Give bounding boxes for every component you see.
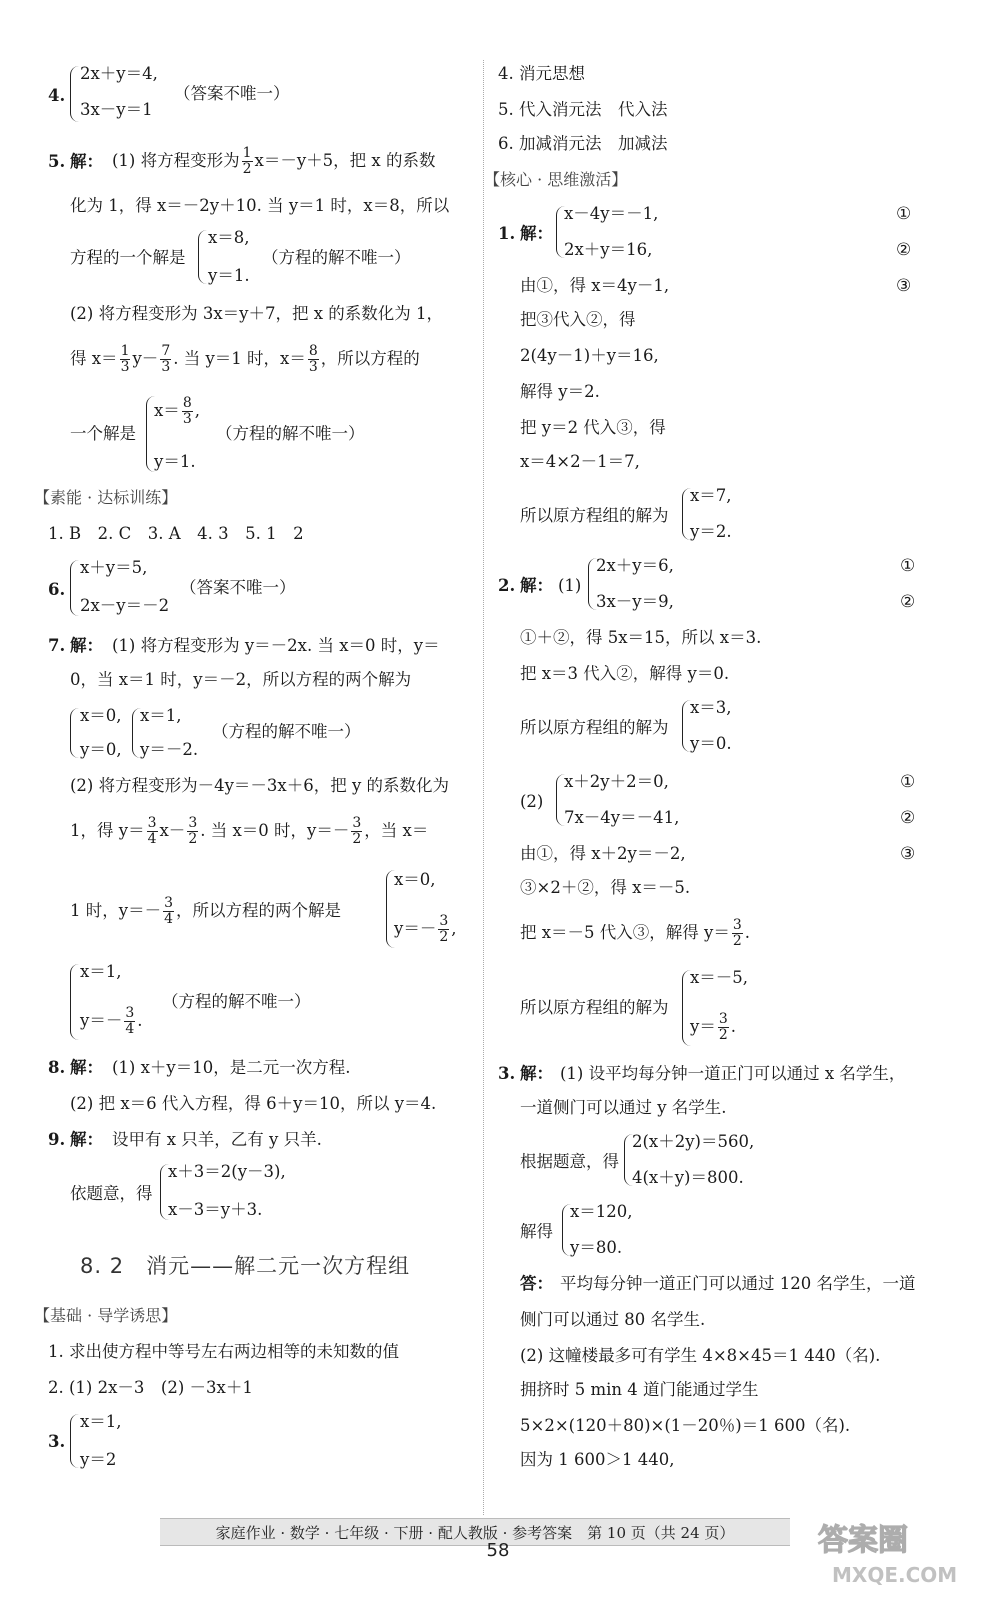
denominator: 2: [439, 929, 449, 945]
p3-jie: 解：: [520, 1064, 553, 1083]
q8-line1: (1) x＋y＝10，是二元一次方程.: [112, 1058, 351, 1077]
text: 1 时，y＝－: [70, 901, 162, 920]
q9-number: 9.: [48, 1130, 66, 1149]
basic-answer-2: 2. (1) 2x－3 (2) －3x＋1: [48, 1378, 253, 1397]
section-header: 【核心 · 思维激活】: [484, 170, 628, 189]
p2-line1: ①＋②，得 5x＝15，所以 x＝3.: [520, 628, 762, 647]
denominator: 3: [308, 359, 318, 375]
watermark-bottom-text: MXQE.COM: [832, 1563, 958, 1587]
q6-number: 6.: [48, 580, 66, 599]
q5-line6: 一个解是: [70, 424, 136, 443]
p3-sol-y: y＝80.: [570, 1238, 623, 1257]
q5-sol-y: y＝1.: [208, 266, 250, 285]
p3-line5: 平均每分钟一道正门可以通过 120 名学生，一道: [560, 1274, 916, 1293]
p1-number: 1.: [498, 224, 516, 243]
circled-2: ②: [896, 240, 912, 260]
p3-line10: 因为 1 600＞1 440,: [520, 1450, 675, 1469]
basic-q3-y: y＝2: [80, 1450, 117, 1469]
q7-number: 7.: [48, 636, 66, 655]
text: ，当 x＝: [364, 821, 429, 840]
p1-line1: 由①，得 x＝4y－1,: [520, 276, 670, 295]
q5-sol2-x: [154, 392, 200, 430]
fraction: [160, 344, 171, 375]
brace: [70, 560, 80, 616]
p3-number: 3.: [498, 1064, 516, 1083]
p1-sol-y: y＝2.: [690, 522, 732, 541]
text: . 当 x＝0 时，y＝－: [200, 821, 350, 840]
p3-line7: (2) 这幢楼最多可有学生 4×8×45＝1 440（名).: [520, 1346, 881, 1365]
fraction: [124, 1006, 135, 1037]
q9-line2: 依题意，得: [70, 1184, 153, 1203]
q4-note: （答案不唯一）: [174, 84, 290, 103]
section-title: 8. 2 消元——解二元一次方程组: [80, 1254, 411, 1278]
p2-line6: [520, 914, 750, 952]
circled-3: ③: [900, 844, 916, 864]
q4-number: 4.: [48, 86, 66, 105]
p1-line5: 把 y＝2 代入③，得: [520, 418, 666, 437]
fraction: [163, 896, 174, 927]
basic-q3-x: x＝1,: [80, 1412, 122, 1431]
p2-sol-y: y＝0.: [690, 734, 732, 753]
p2-sol2-x: x＝－5,: [690, 968, 749, 987]
text: (1) 将方程变形为: [112, 151, 240, 170]
q7-jie: 解：: [70, 636, 103, 655]
q7-sol-c-x: x＝0,: [394, 870, 436, 889]
text: x＝－y＋5，把 x 的系数: [254, 151, 436, 170]
page-number: 58: [486, 1540, 510, 1561]
text: y＝: [690, 1017, 716, 1036]
q7-line1: (1) 将方程变形为 y＝－2x. 当 x＝0 时，y＝: [112, 636, 440, 655]
q7-line2: 0，当 x＝1 时，y＝－2，所以方程的两个解为: [70, 670, 412, 689]
text: ,: [451, 919, 457, 938]
denominator: 2: [188, 831, 198, 847]
text: .: [744, 923, 751, 942]
text: x－: [159, 821, 186, 840]
q9-eq1: x＋3＝2(y－3),: [168, 1162, 286, 1181]
fraction: [182, 396, 193, 427]
text: ,: [194, 401, 200, 420]
brace: [70, 708, 80, 758]
q7-sol-d-y: [80, 1002, 143, 1040]
numerator: 3: [164, 895, 173, 911]
q5-line4: (2) 将方程变形为 3x＝y＋7，把 x 的系数化为 1，: [70, 304, 444, 323]
brace: [70, 964, 80, 1040]
p1-line2: 把③代入②，得: [520, 310, 636, 329]
q9-eq2: x－3＝y＋3.: [168, 1200, 263, 1219]
numerator: 3: [439, 913, 449, 929]
watermark-graphic: [812, 1512, 972, 1592]
circled-1: ①: [900, 772, 916, 792]
q7-line4: [70, 812, 428, 850]
fraction: [187, 816, 198, 847]
watermark-top-text: 答案圈: [818, 1523, 908, 1558]
q5-note1: （方程的解不唯一）: [262, 248, 411, 267]
numerator: 3: [732, 917, 742, 933]
p2-eq2: 3x－y＝9,: [596, 592, 674, 611]
text: y＝－: [394, 919, 437, 938]
q9-jie: 解：: [70, 1130, 103, 1149]
p1-eq2: 2x＋y＝16,: [564, 240, 653, 259]
p2-part2: (2): [520, 792, 544, 811]
q7-sol-b-y: y＝－2.: [140, 740, 199, 759]
p2-line5: ③×2＋②，得 x＝－5.: [520, 878, 691, 897]
p2-line3: 所以原方程组的解为: [520, 718, 669, 737]
numerator: 8: [308, 343, 318, 359]
p3-eq1: 2(x＋2y)＝560,: [632, 1132, 755, 1151]
q5-jie: 解：: [70, 152, 103, 171]
numerator: 3: [352, 815, 362, 831]
right-answer-4: 4. 消元思想: [498, 64, 585, 83]
text: y＝－: [80, 1011, 123, 1030]
column-divider: [483, 60, 484, 1515]
text: .: [137, 1011, 143, 1030]
p3-line9: 5×2×(120＋80)×(1－20％)＝1 600（名).: [520, 1416, 851, 1435]
p2-sol2-y: [690, 1008, 736, 1046]
q7-note1: （方程的解不唯一）: [212, 722, 361, 741]
right-answer-6: 6. 加减消元法 加减法: [498, 134, 668, 153]
fraction: [438, 914, 449, 945]
p2-eq4: 7x－4y＝－41,: [564, 808, 680, 827]
q4-eq2: 3x－y＝1: [80, 100, 153, 119]
text: ，所以方程的: [320, 349, 420, 368]
basic-answer-1: 1. 求出使方程中等号左右两边相等的未知数的值: [48, 1342, 399, 1361]
circled-1: ①: [896, 204, 912, 224]
q5-line3: 方程的一个解是: [70, 248, 186, 267]
denominator: 2: [718, 1027, 728, 1043]
text: y－: [132, 349, 159, 368]
q7-sol-a-y: y＝0,: [80, 740, 122, 759]
p1-jie: 解：: [520, 224, 553, 243]
q5-sol2-y: y＝1.: [154, 452, 196, 471]
fraction: [147, 816, 158, 847]
circled-2: ②: [900, 592, 916, 612]
numerator: 7: [161, 343, 171, 359]
q5-line1: [112, 142, 435, 180]
numerator: 1: [120, 343, 130, 359]
p3-line2: 一道侧门可以通过 y 名学生.: [520, 1098, 727, 1117]
basic-q3-number: 3.: [48, 1432, 66, 1451]
p1-sol-x: x＝7,: [690, 486, 732, 505]
denominator: 3: [161, 359, 171, 375]
fraction: [242, 146, 253, 177]
denominator: 3: [120, 359, 130, 375]
p2-eq1: 2x＋y＝6,: [596, 556, 674, 575]
section-header: 【素能 · 达标训练】: [34, 488, 178, 507]
text: 把 x＝－5 代入③，解得 y＝: [520, 923, 730, 942]
p3-line4: 解得: [520, 1222, 553, 1241]
p2-line2: 把 x＝3 代入②，解得 y＝0.: [520, 664, 730, 683]
denominator: 2: [732, 933, 742, 949]
brace: [198, 230, 208, 284]
brace: [70, 66, 80, 122]
p3-line6: 侧门可以通过 80 名学生.: [520, 1310, 706, 1329]
p3-eq2: 4(x＋y)＝800.: [632, 1168, 744, 1187]
denominator: 4: [147, 831, 157, 847]
circled-1: ①: [900, 556, 916, 576]
q5-note2: （方程的解不唯一）: [216, 424, 365, 443]
text: 1，得 y＝: [70, 821, 145, 840]
answers-row: 1. B 2. C 3. A 4. 3 5. 1 2: [48, 524, 304, 543]
p3-line1: (1) 设平均每分钟一道正门可以通过 x 名学生，: [560, 1064, 906, 1083]
q7-line5: [70, 892, 341, 930]
q7-note2: （方程的解不唯一）: [162, 992, 311, 1011]
q6-eq2: 2x－y＝－2: [80, 596, 170, 615]
p1-line3: 2(4y－1)＋y＝16,: [520, 346, 659, 365]
p2-sol-x: x＝3,: [690, 698, 732, 717]
numerator: 3: [718, 1011, 728, 1027]
q7-sol-b-x: x＝1,: [140, 706, 182, 725]
q8-jie: 解：: [70, 1058, 103, 1077]
q4-eq1: 2x＋y＝4,: [80, 64, 158, 83]
denominator: 3: [182, 411, 192, 427]
numerator: 8: [182, 395, 192, 411]
fraction: [351, 816, 362, 847]
q7-sol-c-y: [394, 910, 457, 948]
circled-2: ②: [900, 808, 916, 828]
section-header: 【基础 · 导学诱思】: [34, 1306, 178, 1325]
circled-3: ③: [896, 276, 912, 296]
p3-answer-label: 答：: [520, 1274, 553, 1293]
watermark-logo: [812, 1512, 972, 1592]
q7-sol-d-x: x＝1,: [80, 962, 122, 981]
text: . 当 y＝1 时，x＝: [173, 349, 306, 368]
p2-part1: (1): [558, 576, 582, 595]
text: x＝: [154, 401, 180, 420]
p3-line8: 拥挤时 5 min 4 道门能通过学生: [520, 1380, 759, 1399]
q9-line1: 设甲有 x 只羊，乙有 y 只羊.: [112, 1130, 322, 1149]
denominator: 2: [352, 831, 362, 847]
p2-line4: 由①，得 x＋2y＝－2,: [520, 844, 686, 863]
p1-line6: x＝4×2－1＝7,: [520, 452, 640, 471]
q8-line2: (2) 把 x＝6 代入方程，得 6＋y＝10，所以 y＝4.: [70, 1094, 437, 1113]
brace: [70, 1414, 80, 1468]
q8-number: 8.: [48, 1058, 66, 1077]
p2-number: 2.: [498, 576, 516, 595]
p1-eq1: x－4y＝－1,: [564, 204, 659, 223]
p1-line7: 所以原方程组的解为: [520, 506, 669, 525]
right-answer-5: 5. 代入消元法 代入法: [498, 100, 668, 119]
q6-eq1: x＋y＝5,: [80, 558, 148, 577]
numerator: 1: [242, 145, 252, 161]
text: ，所以方程的两个解是: [176, 901, 341, 920]
fraction: [732, 918, 743, 949]
q5-sol-x: x＝8,: [208, 228, 250, 247]
fraction: [120, 344, 131, 375]
p2-line7: 所以原方程组的解为: [520, 998, 669, 1017]
numerator: 3: [147, 815, 157, 831]
q5-number: 5.: [48, 152, 66, 171]
numerator: 3: [125, 1005, 135, 1021]
footer-text: 家庭作业 · 数学 · 七年级 · 下册 · 配人教版 · 参考答案 第 10 页（共 24 页）: [215, 1524, 735, 1542]
q7-sol-a-x: x＝0,: [80, 706, 122, 725]
p3-line3: 根据题意，得: [520, 1152, 619, 1171]
fraction: [308, 344, 319, 375]
q7-line3: (2) 将方程变形为－4y＝－3x＋6，把 y 的系数化为: [70, 776, 450, 795]
q5-line2: 化为 1，得 x＝－2y＋10. 当 y＝1 时，x＝8，所以: [70, 196, 450, 215]
denominator: 2: [242, 161, 252, 177]
denominator: 4: [164, 911, 173, 927]
p2-eq3: x＋2y＋2＝0,: [564, 772, 669, 791]
text: 得 x＝: [70, 349, 118, 368]
q6-note: （答案不唯一）: [180, 578, 296, 597]
p3-sol-x: x＝120,: [570, 1202, 633, 1221]
text: .: [730, 1017, 736, 1036]
fraction: [718, 1012, 729, 1043]
p2-jie: 解：: [520, 576, 553, 595]
numerator: 3: [188, 815, 198, 831]
q5-line5: [70, 340, 420, 378]
p1-line4: 解得 y＝2.: [520, 382, 600, 401]
denominator: 4: [125, 1021, 135, 1037]
